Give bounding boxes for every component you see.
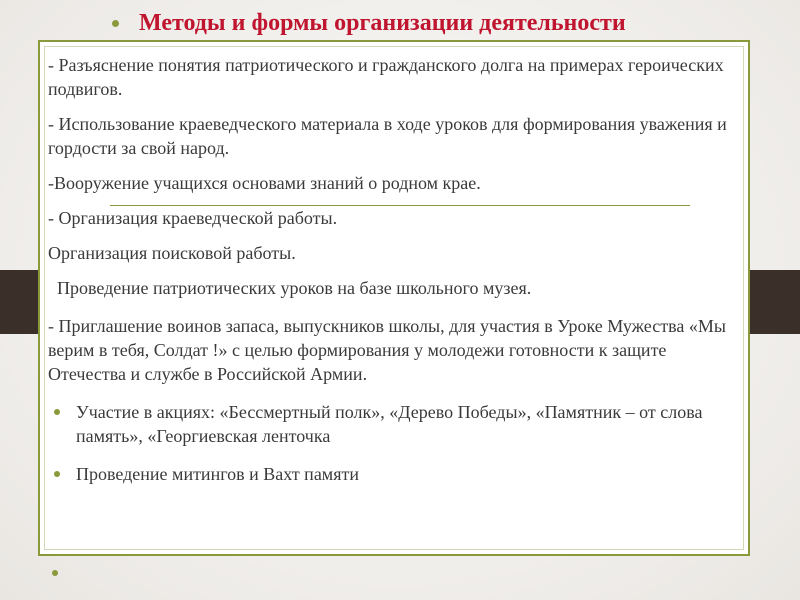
content-body xyxy=(48,53,748,486)
bullet-icon xyxy=(54,409,60,415)
title-bullet-icon xyxy=(112,20,119,27)
bullet-text: Участие в акциях: «Бессмертный полк», «Дерево Победы», «Памятник – от слова память», «Георгиевская ленточка xyxy=(76,402,703,446)
paragraph-search-work: Организация поисковой работы. xyxy=(48,243,296,263)
slide-title: Методы и формы организации деятельности xyxy=(139,9,626,36)
title-row xyxy=(112,8,626,38)
bullet-item-actions xyxy=(50,400,740,448)
bullet-item-rallies xyxy=(50,462,748,486)
paragraph-knowledge-native-land: -Вооружение учащихся основами знаний о родном крае. xyxy=(48,173,481,193)
paragraph-local-history-material: - Использование краеведческого материала в ходе уроков для формирования уважения и гордости за свой народ. xyxy=(48,114,727,158)
bullet-text: Проведение митингов и Вахт памяти xyxy=(76,464,359,484)
paragraph-museum-lessons: Проведение патриотических уроков на базе школьного музея. xyxy=(48,278,532,298)
empty-bullet-icon xyxy=(52,570,58,576)
paragraph-courage-lesson: - Приглашение воинов запаса, выпускников школы, для участия в Уроке Мужества «Мы верим в тебя, Солдат !» с целью формирования у молодежи готовности к защите Отечества и службе в Российской Армии. xyxy=(48,316,726,384)
bullet-icon xyxy=(54,471,60,477)
paragraph-local-history-work: - Организация краеведческой работы. xyxy=(48,208,338,228)
paragraph-explanation: - Разъяснение понятия патриотического и гражданского долга на примерах героических подвигов. xyxy=(48,55,724,99)
